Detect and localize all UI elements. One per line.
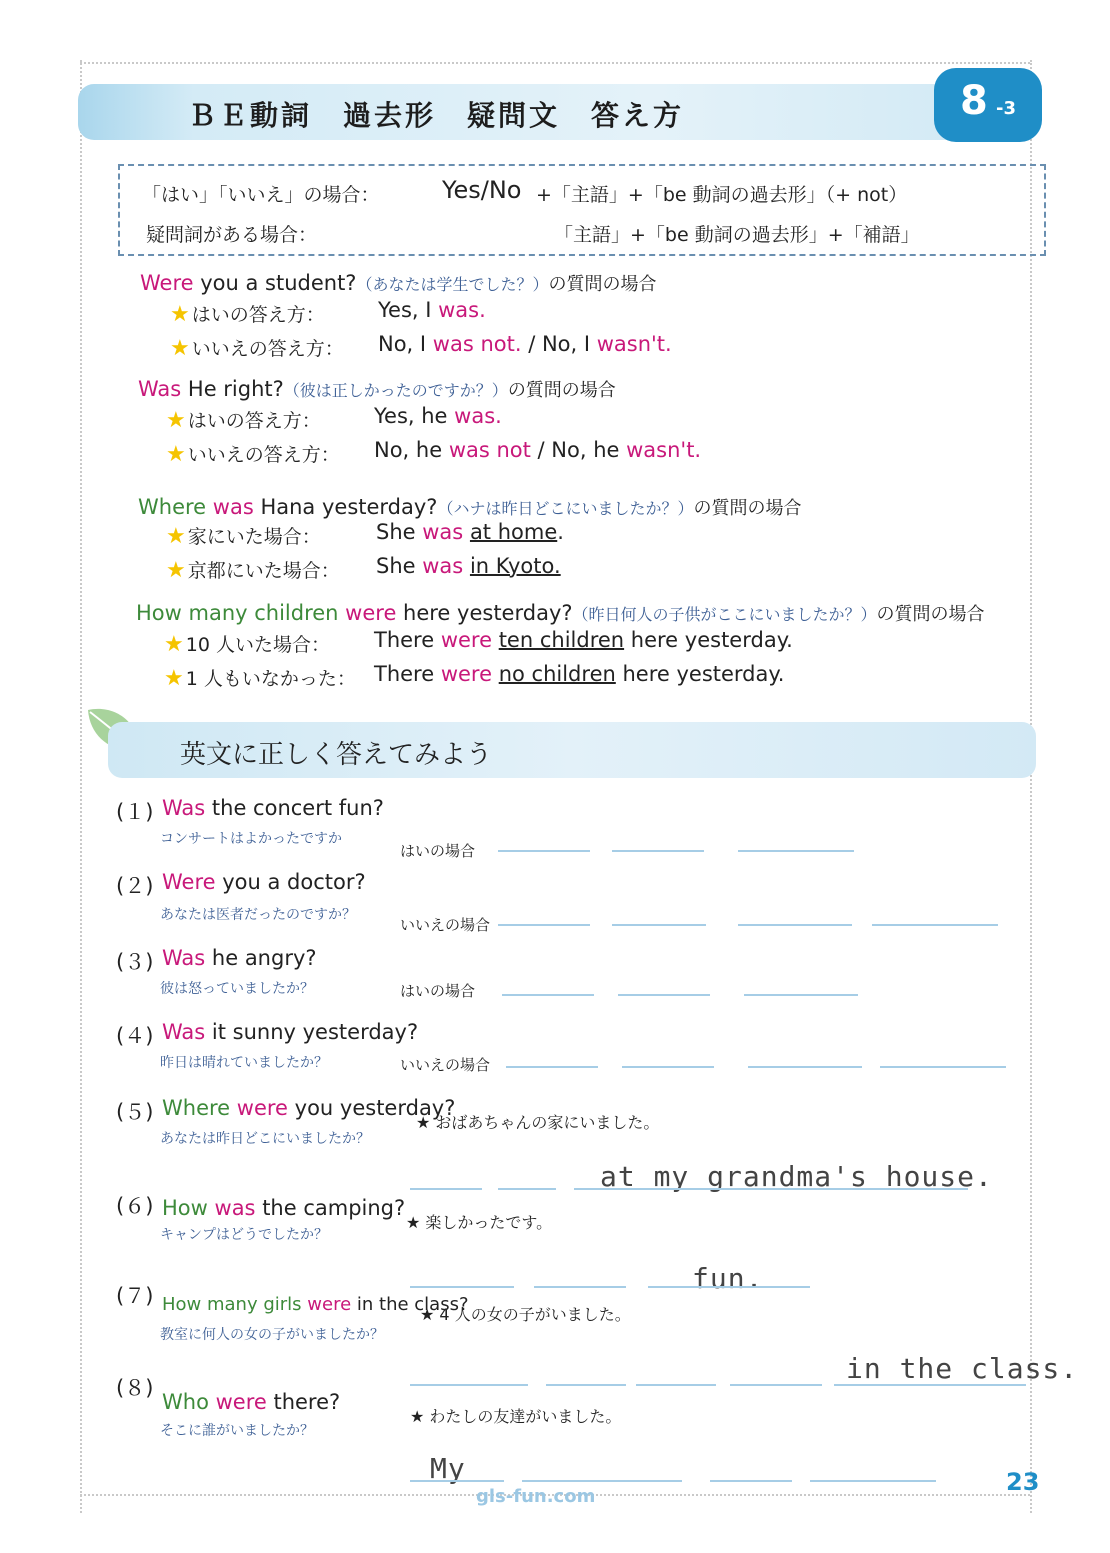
text-segment: Who: [162, 1390, 209, 1414]
answer-label-text: いいえの答え方：: [187, 444, 340, 466]
text-segment: [463, 520, 470, 544]
star-icon: ★: [170, 336, 190, 361]
text-segment: Yes, he: [374, 404, 455, 428]
question-text: [162, 1096, 455, 1120]
text-segment: was: [422, 554, 464, 578]
site-name: gls-fun.com: [476, 1486, 596, 1507]
prefilled-answer: My: [430, 1452, 466, 1485]
prefilled-answer: at my grandma's house.: [600, 1160, 993, 1193]
answer-blank[interactable]: [612, 850, 704, 852]
example-question: [136, 600, 985, 626]
text-segment: Were: [140, 271, 194, 295]
rule-yes-no-formula-b: +「主語」+「be 動詞の過去形」（+ not）: [536, 184, 908, 206]
question-number: (５): [116, 1100, 154, 1124]
answer-blank[interactable]: [546, 1384, 626, 1386]
example-question-translation: （昨日何人の子供がここにいましたか？）: [572, 605, 877, 624]
text-segment: the concert fun?: [205, 796, 384, 820]
unit-number: 8: [960, 78, 988, 124]
answer-hint: ★ 4 人の女の子がいました。: [420, 1305, 631, 1324]
text-segment: were: [215, 1390, 267, 1414]
answer-label: [164, 664, 356, 691]
answer-sentence: [378, 298, 486, 322]
text-segment: there?: [266, 1390, 341, 1414]
text-segment: were: [236, 1096, 288, 1120]
answer-hint: ★ おばあちゃんの家にいました。: [416, 1113, 660, 1132]
answer-hint: ★ わたしの友達がいました。: [410, 1407, 622, 1426]
rule-wh-label: 疑問詞がある場合：: [146, 224, 318, 246]
text-segment: There: [374, 662, 441, 686]
text-segment: [208, 1196, 215, 1220]
text-segment: [230, 1096, 237, 1120]
rule-yes-no-formula-a: Yes/No: [442, 176, 522, 204]
answer-label-text: 10 人いた場合：: [185, 634, 330, 656]
rule-wh-formula: 「主語」+「be 動詞の過去形」+「補語」: [554, 224, 920, 246]
example-question-tail: の質問の場合: [876, 604, 985, 625]
text-segment: Was: [162, 946, 206, 970]
unit-sub-number: -3: [996, 98, 1016, 119]
answer-sentence: [376, 520, 564, 544]
text-segment: was.: [438, 298, 486, 322]
answer-blank[interactable]: [636, 1384, 716, 1386]
text-segment: was: [212, 495, 254, 519]
answer-sentence: [376, 554, 561, 578]
text-segment: [463, 554, 470, 578]
answer-sentence: [374, 438, 701, 462]
answer-blank[interactable]: [502, 994, 594, 996]
text-segment: you yesterday?: [287, 1096, 456, 1120]
page-number: 23: [1006, 1468, 1040, 1496]
example-question-english: [140, 271, 356, 295]
example-question-tail: の質問の場合: [548, 274, 657, 295]
text-segment: in the class?: [351, 1294, 469, 1315]
text-segment: he angry?: [205, 946, 317, 970]
answer-blank[interactable]: [498, 1188, 556, 1190]
example-question-tail: の質問の場合: [507, 380, 616, 401]
answer-label: [166, 440, 340, 467]
question-text: [162, 1390, 340, 1414]
text-segment: in Kyoto.: [469, 554, 561, 578]
question-translation: そこに誰がいましたか？: [160, 1423, 314, 1439]
question-translation: 教室に何人の女の子がいましたか？: [160, 1327, 384, 1343]
question-number: (６): [116, 1194, 154, 1218]
answer-label-text: 家にいた場合：: [187, 526, 321, 548]
text-segment: were: [307, 1294, 352, 1315]
text-segment: / No, he: [530, 438, 627, 462]
text-segment: Where: [162, 1096, 231, 1120]
text-segment: Was: [162, 1020, 206, 1044]
answer-condition: はいの場合: [400, 842, 476, 860]
answer-label-text: 1 人もいなかった：: [185, 668, 356, 690]
answer-label-text: いいえの答え方：: [191, 338, 344, 360]
text-segment: was not: [448, 438, 531, 462]
answer-sentence: [378, 332, 672, 356]
text-segment: you a student?: [193, 271, 357, 295]
answer-condition: いいえの場合: [400, 1056, 491, 1074]
page-title: ＢＥ動詞 過去形 疑問文 答え方: [188, 99, 685, 132]
question-text: [162, 1020, 418, 1044]
answer-label-text: 京都にいた場合：: [187, 560, 340, 582]
prefilled-answer: fun.: [692, 1262, 764, 1295]
answer-label-text: はいの答え方：: [187, 410, 321, 432]
answer-blank[interactable]: [872, 924, 998, 926]
text-segment: was not.: [432, 332, 522, 356]
star-icon: ★: [164, 666, 184, 691]
question-number: (２): [116, 874, 154, 898]
text-segment: Was: [138, 377, 182, 401]
practice-title: 英文に正しく答えてみよう: [180, 740, 493, 770]
text-segment: How: [162, 1196, 208, 1220]
answer-label: [170, 334, 344, 361]
star-icon: ★: [166, 408, 186, 433]
answer-blank[interactable]: [810, 1480, 936, 1482]
question-number: (８): [116, 1376, 154, 1400]
text-segment: / No, I: [521, 332, 597, 356]
left-margin-dots: [80, 60, 82, 1513]
text-segment: were: [440, 662, 493, 686]
answer-label: [166, 522, 321, 549]
example-question: [138, 494, 801, 520]
answer-blank[interactable]: [410, 1286, 514, 1288]
answer-condition: はいの場合: [400, 982, 476, 1000]
answer-blank[interactable]: [744, 994, 858, 996]
text-segment: wasn't.: [626, 438, 702, 462]
answer-blank[interactable]: [410, 1480, 504, 1482]
prefilled-answer: in the class.: [846, 1352, 1079, 1385]
answer-blank[interactable]: [498, 850, 590, 852]
unit-badge: [934, 68, 1042, 142]
text-segment: She: [376, 520, 423, 544]
question-translation: あなたは医者だったのですか？: [160, 907, 356, 923]
question-translation: あなたは昨日どこにいましたか？: [160, 1131, 370, 1147]
answer-sentence: [374, 662, 784, 686]
text-segment: was.: [454, 404, 502, 428]
text-segment: [492, 628, 499, 652]
answer-blank[interactable]: [498, 924, 590, 926]
answer-blank[interactable]: [574, 1188, 968, 1190]
answer-blank[interactable]: [710, 1480, 792, 1482]
text-segment: here yesterday.: [624, 628, 793, 652]
example-question-tail: の質問の場合: [693, 498, 802, 519]
example-question-translation: （あなたは学生でした？）: [356, 275, 549, 294]
top-margin-dots: [80, 62, 1030, 64]
star-icon: ★: [166, 558, 186, 583]
text-segment: [209, 1390, 216, 1414]
text-segment: was: [422, 520, 464, 544]
text-segment: How many children: [136, 601, 339, 625]
example-question-translation: （ハナは昨日どこにいましたか？）: [437, 499, 694, 518]
example-question-english: [138, 377, 284, 401]
answer-blank[interactable]: [748, 1066, 862, 1068]
example-question-translation: （彼は正しかったのですか？）: [283, 381, 508, 400]
example-question: [140, 270, 656, 296]
answer-blank[interactable]: [738, 924, 852, 926]
question-text: [162, 1196, 405, 1220]
answer-label: [166, 406, 321, 433]
answer-blank[interactable]: [534, 1286, 626, 1288]
answer-blank[interactable]: [410, 1188, 482, 1190]
answer-hint: ★ 楽しかったです。: [406, 1213, 553, 1232]
right-margin-dots: [1030, 60, 1032, 1513]
question-translation: 昨日は晴れていましたか？: [160, 1055, 328, 1071]
question-text: [162, 870, 366, 894]
answer-label: [164, 630, 330, 657]
text-segment: There: [374, 628, 441, 652]
text-segment: here yesterday.: [615, 662, 785, 686]
text-segment: were: [440, 628, 493, 652]
question-number: (７): [116, 1284, 154, 1308]
text-segment: ten children: [498, 628, 625, 652]
answer-label-text: はいの答え方：: [191, 304, 325, 326]
example-question-english: [136, 601, 573, 625]
text-segment: were: [345, 601, 397, 625]
answer-blank[interactable]: [730, 1384, 822, 1386]
example-question-english: [138, 495, 437, 519]
text-segment: here yesterday?: [396, 601, 573, 625]
answer-blank[interactable]: [618, 994, 710, 996]
answer-blank[interactable]: [612, 924, 706, 926]
answer-blank[interactable]: [622, 1066, 714, 1068]
star-icon: ★: [166, 442, 186, 467]
question-translation: コンサートはよかったですか: [160, 831, 342, 847]
text-segment: at home: [469, 520, 558, 544]
star-icon: ★: [170, 302, 190, 327]
text-segment: [206, 495, 213, 519]
answer-blank[interactable]: [648, 1286, 810, 1288]
text-segment: you a doctor?: [215, 870, 366, 894]
question-text: [162, 946, 317, 970]
question-translation: キャンプはどうでしたか？: [160, 1227, 328, 1243]
text-segment: the camping?: [255, 1196, 406, 1220]
question-text: [162, 796, 384, 820]
text-segment: no children: [498, 662, 616, 686]
answer-blank[interactable]: [410, 1384, 528, 1386]
text-segment: Were: [162, 870, 216, 894]
text-segment: No, he: [374, 438, 449, 462]
text-segment: was: [214, 1196, 256, 1220]
answer-label: [170, 300, 325, 327]
answer-blank[interactable]: [738, 850, 854, 852]
text-segment: How many girls: [162, 1294, 302, 1315]
answer-blank[interactable]: [506, 1066, 598, 1068]
text-segment: Where: [138, 495, 207, 519]
text-segment: Was: [162, 796, 206, 820]
question-number: (４): [116, 1024, 154, 1048]
text-segment: [492, 662, 499, 686]
rule-yes-no-label: 「はい」「いいえ」の場合：: [142, 184, 380, 206]
answer-blank[interactable]: [880, 1066, 1006, 1068]
star-icon: ★: [166, 524, 186, 549]
text-segment: She: [376, 554, 423, 578]
answer-blank[interactable]: [834, 1384, 1026, 1386]
answer-sentence: [374, 404, 502, 428]
answer-blank[interactable]: [522, 1480, 682, 1482]
text-segment: it sunny yesterday?: [205, 1020, 419, 1044]
question-translation: 彼は怒っていましたか？: [160, 981, 314, 997]
text-segment: He right?: [181, 377, 284, 401]
star-icon: ★: [164, 632, 184, 657]
answer-condition: いいえの場合: [400, 916, 491, 934]
answer-label: [166, 556, 340, 583]
question-number: (１): [116, 800, 154, 824]
text-segment: Hana yesterday?: [253, 495, 438, 519]
text-segment: wasn't.: [596, 332, 672, 356]
example-question: [138, 376, 616, 402]
text-segment: .: [557, 520, 564, 544]
answer-sentence: [374, 628, 793, 652]
question-number: (３): [116, 950, 154, 974]
text-segment: No, I: [378, 332, 433, 356]
text-segment: Yes, I: [378, 298, 439, 322]
